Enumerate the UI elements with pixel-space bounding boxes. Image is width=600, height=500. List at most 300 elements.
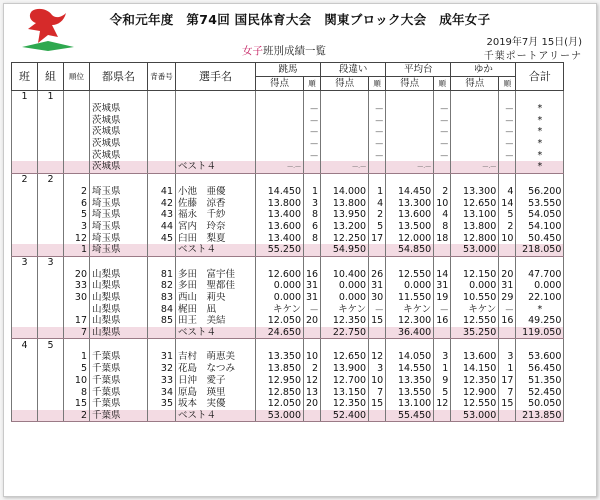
bars-score: 13.900 <box>321 363 369 375</box>
beam-order: 3 <box>434 351 451 363</box>
rank-cell: 6 <box>64 197 90 209</box>
bars-order: — <box>369 114 386 126</box>
vault-order: 3 <box>304 197 321 209</box>
vault-order: 8 <box>304 209 321 221</box>
vault-order: 2 <box>304 363 321 375</box>
floor-score: —.— <box>451 161 499 173</box>
beam-score: キケン <box>386 303 434 315</box>
pref-cell: 千葉県 <box>90 398 148 410</box>
empty-cell <box>369 339 386 351</box>
team-number: 3 <box>12 256 38 268</box>
empty-cell <box>434 256 451 268</box>
empty-cell <box>499 173 516 185</box>
bib-cell: 43 <box>148 209 176 221</box>
col-vault: 跳馬 <box>256 63 321 77</box>
beam-score: 14.550 <box>386 363 434 375</box>
floor-order: 10 <box>499 232 516 244</box>
empty-cell <box>64 339 90 351</box>
empty-cell <box>451 91 499 103</box>
empty-cell <box>451 173 499 185</box>
empty-cell <box>90 339 148 351</box>
floor-score: 0.000 <box>451 280 499 292</box>
col-total: 合計 <box>516 63 564 91</box>
rank-cell: 17 <box>64 315 90 327</box>
athlete-row <box>12 363 564 375</box>
rank-cell: 8 <box>64 386 90 398</box>
total-score: * <box>516 126 564 138</box>
rank-cell: 12 <box>64 232 90 244</box>
pref-cell: 埼玉県 <box>90 197 148 209</box>
vault-order: 20 <box>304 398 321 410</box>
rank-cell: 1 <box>64 244 90 256</box>
name-cell: 宮内 玲奈 <box>176 221 256 233</box>
bars-order: 5 <box>369 221 386 233</box>
floor-score: 10.550 <box>451 292 499 304</box>
athlete-row <box>12 303 564 315</box>
vault-order: 12 <box>304 375 321 387</box>
team-number: 2 <box>12 173 38 185</box>
floor-score: 13.600 <box>451 351 499 363</box>
total-score: * <box>516 149 564 161</box>
bars-score: 0.000 <box>321 280 369 292</box>
rank-cell: 2 <box>64 410 90 422</box>
floor-score: 13.800 <box>451 221 499 233</box>
vault-score: 13.600 <box>256 221 304 233</box>
bars-score: 12.650 <box>321 351 369 363</box>
pref-cell: 山梨県 <box>90 327 148 339</box>
pref-cell: 茨城県 <box>90 138 148 150</box>
floor-score <box>451 149 499 161</box>
bars-score <box>321 138 369 150</box>
bars-score <box>321 114 369 126</box>
bars-score <box>321 149 369 161</box>
empty-cell <box>64 173 90 185</box>
floor-score: 35.250 <box>451 327 499 339</box>
floor-order: — <box>499 103 516 115</box>
floor-order: 14 <box>499 197 516 209</box>
pref-cell: 千葉県 <box>90 410 148 422</box>
bib-cell <box>148 126 176 138</box>
pref-cell: 千葉県 <box>90 363 148 375</box>
beam-score <box>386 126 434 138</box>
floor-order: 4 <box>499 186 516 198</box>
beam-score <box>386 149 434 161</box>
beam-score: 13.300 <box>386 197 434 209</box>
col-group: 組 <box>38 63 64 91</box>
total-score: 51.350 <box>516 375 564 387</box>
name-cell: 日沖 愛子 <box>176 375 256 387</box>
beam-order <box>434 161 451 173</box>
empty-cell <box>369 91 386 103</box>
total-score: 53.600 <box>516 351 564 363</box>
athlete-row <box>12 186 564 198</box>
group-blank <box>38 138 64 150</box>
vault-score: 0.000 <box>256 292 304 304</box>
floor-score <box>451 138 499 150</box>
athlete-row <box>12 232 564 244</box>
floor-order: 16 <box>499 315 516 327</box>
team-blank <box>12 280 38 292</box>
best-four-row <box>12 327 564 339</box>
bars-score: 22.750 <box>321 327 369 339</box>
athlete-row <box>12 114 564 126</box>
vault-score: 12.950 <box>256 375 304 387</box>
floor-score: 12.150 <box>451 268 499 280</box>
empty-cell <box>176 256 256 268</box>
empty-cell <box>256 173 304 185</box>
vault-score: 13.400 <box>256 209 304 221</box>
floor-order: 17 <box>499 375 516 387</box>
floor-score: 12.800 <box>451 232 499 244</box>
total-score: 49.250 <box>516 315 564 327</box>
name-cell: 坂本 実優 <box>176 398 256 410</box>
pref-cell: 山梨県 <box>90 268 148 280</box>
bib-cell: 85 <box>148 315 176 327</box>
vault-order: — <box>304 114 321 126</box>
bars-order: — <box>369 138 386 150</box>
empty-cell <box>499 256 516 268</box>
rank-cell <box>64 126 90 138</box>
total-score: 56.450 <box>516 363 564 375</box>
vault-score <box>256 126 304 138</box>
empty-cell <box>64 91 90 103</box>
bars-order: — <box>369 126 386 138</box>
floor-order: 3 <box>499 351 516 363</box>
total-score: 213.850 <box>516 410 564 422</box>
floor-order: 2 <box>499 221 516 233</box>
bib-cell: 42 <box>148 197 176 209</box>
event-venue: 千葉ポートアリーナ <box>483 51 582 62</box>
group-blank <box>38 186 64 198</box>
beam-order: — <box>434 149 451 161</box>
empty-cell <box>148 91 176 103</box>
total-score: * <box>516 303 564 315</box>
vault-score: 12.850 <box>256 386 304 398</box>
athlete-row <box>12 126 564 138</box>
bars-score: 0.000 <box>321 292 369 304</box>
bars-score: キケン <box>321 303 369 315</box>
pref-cell: 山梨県 <box>90 292 148 304</box>
vault-order: — <box>304 103 321 115</box>
empty-cell <box>451 339 499 351</box>
bars-score: 14.000 <box>321 186 369 198</box>
bars-score: 13.200 <box>321 221 369 233</box>
group-blank <box>38 161 64 173</box>
beam-score: 12.000 <box>386 232 434 244</box>
total-score: 218.050 <box>516 244 564 256</box>
empty-cell <box>516 339 564 351</box>
rank-cell: 5 <box>64 209 90 221</box>
team-number: 1 <box>12 91 38 103</box>
beam-order <box>434 410 451 422</box>
subtitle-highlight: 女子 <box>242 45 263 57</box>
bib-cell <box>148 161 176 173</box>
rank-cell: 15 <box>64 398 90 410</box>
spacer-row <box>12 339 564 351</box>
bars-order: 15 <box>369 315 386 327</box>
vault-score <box>256 103 304 115</box>
floor-score <box>451 114 499 126</box>
col-name: 選手名 <box>176 63 256 91</box>
floor-score <box>451 103 499 115</box>
team-blank <box>12 138 38 150</box>
col-bars-order: 順 <box>369 77 386 91</box>
empty-cell <box>369 256 386 268</box>
name-cell <box>176 138 256 150</box>
beam-order: — <box>434 103 451 115</box>
results-table <box>11 62 564 422</box>
floor-order: 29 <box>499 292 516 304</box>
team-group <box>12 173 564 256</box>
bib-cell: 35 <box>148 398 176 410</box>
bars-order <box>369 244 386 256</box>
group-blank <box>38 126 64 138</box>
empty-cell <box>176 339 256 351</box>
group-blank <box>38 315 64 327</box>
beam-score: 55.450 <box>386 410 434 422</box>
beam-order: 8 <box>434 221 451 233</box>
name-cell <box>176 114 256 126</box>
pref-cell: 埼玉県 <box>90 232 148 244</box>
team-blank <box>12 149 38 161</box>
beam-score: —.— <box>386 161 434 173</box>
team-blank <box>12 126 38 138</box>
athlete-row <box>12 292 564 304</box>
group-blank <box>38 303 64 315</box>
col-beam-score: 得点 <box>386 77 434 91</box>
group-number: 3 <box>38 256 64 268</box>
col-floor-score: 得点 <box>451 77 499 91</box>
best-four-row <box>12 161 564 173</box>
athlete-row <box>12 398 564 410</box>
team-blank <box>12 292 38 304</box>
floor-order: — <box>499 149 516 161</box>
name-cell: 小池 亜優 <box>176 186 256 198</box>
beam-score: 14.450 <box>386 186 434 198</box>
floor-order: — <box>499 138 516 150</box>
bars-score: 13.150 <box>321 386 369 398</box>
col-team: 班 <box>12 63 38 91</box>
vault-order: — <box>304 303 321 315</box>
bars-order: 4 <box>369 197 386 209</box>
empty-cell <box>499 91 516 103</box>
athlete-row <box>12 221 564 233</box>
athlete-row <box>12 138 564 150</box>
page-subtitle <box>242 43 326 58</box>
name-cell: ベスト４ <box>176 327 256 339</box>
beam-score <box>386 114 434 126</box>
group-blank <box>38 327 64 339</box>
rank-cell <box>64 103 90 115</box>
team-blank <box>12 410 38 422</box>
pref-cell: 埼玉県 <box>90 186 148 198</box>
total-score: 22.100 <box>516 292 564 304</box>
bars-order: 2 <box>369 209 386 221</box>
pref-cell: 埼玉県 <box>90 209 148 221</box>
beam-order: 5 <box>434 386 451 398</box>
pref-cell: 茨城県 <box>90 114 148 126</box>
team-blank <box>12 268 38 280</box>
team-blank <box>12 161 38 173</box>
vault-order: — <box>304 126 321 138</box>
floor-order: 31 <box>499 280 516 292</box>
beam-order: — <box>434 303 451 315</box>
group-number: 1 <box>38 91 64 103</box>
total-score: 56.200 <box>516 186 564 198</box>
empty-cell <box>304 173 321 185</box>
floor-score: 53.000 <box>451 410 499 422</box>
team-group <box>12 256 564 339</box>
bib-cell <box>148 149 176 161</box>
bars-order <box>369 410 386 422</box>
floor-order: — <box>499 303 516 315</box>
beam-order: 10 <box>434 197 451 209</box>
bars-order: 10 <box>369 375 386 387</box>
empty-cell <box>386 256 434 268</box>
best-four-row <box>12 410 564 422</box>
vault-score: 12.600 <box>256 268 304 280</box>
bib-cell: 44 <box>148 221 176 233</box>
beam-order <box>434 244 451 256</box>
pref-cell: 千葉県 <box>90 351 148 363</box>
total-score: 53.550 <box>516 197 564 209</box>
spacer-row <box>12 91 564 103</box>
team-blank <box>12 363 38 375</box>
total-score: 47.700 <box>516 268 564 280</box>
beam-order: — <box>434 138 451 150</box>
col-beam-order: 順 <box>434 77 451 91</box>
team-blank <box>12 386 38 398</box>
bib-cell: 32 <box>148 363 176 375</box>
empty-cell <box>369 173 386 185</box>
name-cell: 福永 千紗 <box>176 209 256 221</box>
empty-cell <box>516 256 564 268</box>
team-number: 4 <box>12 339 38 351</box>
bars-score: 13.950 <box>321 209 369 221</box>
total-score: 50.450 <box>516 232 564 244</box>
bib-cell <box>148 114 176 126</box>
empty-cell <box>148 256 176 268</box>
athlete-row <box>12 197 564 209</box>
vault-order <box>304 327 321 339</box>
total-score: * <box>516 103 564 115</box>
bars-score: 12.350 <box>321 315 369 327</box>
team-blank <box>12 375 38 387</box>
group-blank <box>38 209 64 221</box>
team-blank <box>12 315 38 327</box>
spacer-row <box>12 256 564 268</box>
spacer-row <box>12 173 564 185</box>
bars-order: 1 <box>369 186 386 198</box>
beam-score <box>386 138 434 150</box>
name-cell <box>176 126 256 138</box>
beam-score: 13.500 <box>386 221 434 233</box>
vault-score <box>256 114 304 126</box>
floor-order: — <box>499 126 516 138</box>
group-blank <box>38 292 64 304</box>
empty-cell <box>434 339 451 351</box>
group-blank <box>38 386 64 398</box>
empty-cell <box>451 256 499 268</box>
vault-order: — <box>304 149 321 161</box>
group-blank <box>38 398 64 410</box>
team-blank <box>12 398 38 410</box>
empty-cell <box>90 91 148 103</box>
beam-order: 4 <box>434 209 451 221</box>
col-bars: 段違い <box>321 63 386 77</box>
vault-order: — <box>304 138 321 150</box>
name-cell <box>176 149 256 161</box>
floor-score: 12.650 <box>451 197 499 209</box>
empty-cell <box>321 91 369 103</box>
total-score: * <box>516 114 564 126</box>
name-cell: ベスト４ <box>176 410 256 422</box>
col-beam: 平均台 <box>386 63 451 77</box>
team-blank <box>12 197 38 209</box>
team-blank <box>12 244 38 256</box>
beam-score: 13.550 <box>386 386 434 398</box>
beam-score: 13.100 <box>386 398 434 410</box>
name-cell: 西山 莉央 <box>176 292 256 304</box>
col-vault-score: 得点 <box>256 77 304 91</box>
total-score: * <box>516 138 564 150</box>
bars-order: 15 <box>369 398 386 410</box>
bars-order: 3 <box>369 363 386 375</box>
empty-cell <box>321 256 369 268</box>
floor-order <box>499 244 516 256</box>
empty-cell <box>434 173 451 185</box>
beam-score: 13.600 <box>386 209 434 221</box>
vault-score: 13.800 <box>256 197 304 209</box>
floor-score: 13.100 <box>451 209 499 221</box>
pref-cell: 山梨県 <box>90 315 148 327</box>
empty-cell <box>304 339 321 351</box>
athlete-row <box>12 351 564 363</box>
vault-order: 16 <box>304 268 321 280</box>
col-rank: 順位 <box>64 63 90 91</box>
name-cell: ベスト４ <box>176 244 256 256</box>
beam-order: 12 <box>434 398 451 410</box>
bars-score <box>321 103 369 115</box>
bars-order: 26 <box>369 268 386 280</box>
beam-score: 12.550 <box>386 268 434 280</box>
results-sheet <box>3 3 597 497</box>
vault-order: 13 <box>304 386 321 398</box>
bars-order <box>369 161 386 173</box>
floor-order <box>499 327 516 339</box>
group-blank <box>38 375 64 387</box>
empty-cell <box>321 173 369 185</box>
beam-order: 31 <box>434 280 451 292</box>
vault-order: 6 <box>304 221 321 233</box>
floor-order <box>499 410 516 422</box>
subtitle-rest: 班別成績一覧 <box>263 45 326 57</box>
total-score: 50.050 <box>516 398 564 410</box>
rank-cell: 1 <box>64 351 90 363</box>
empty-cell <box>176 91 256 103</box>
name-cell: 原島 瑛里 <box>176 386 256 398</box>
floor-order: 7 <box>499 386 516 398</box>
group-number: 2 <box>38 173 64 185</box>
name-cell: ベスト４ <box>176 161 256 173</box>
vault-score: 13.400 <box>256 232 304 244</box>
beam-order: 18 <box>434 232 451 244</box>
name-cell: 花島 なつみ <box>176 363 256 375</box>
group-blank <box>38 197 64 209</box>
group-blank <box>38 410 64 422</box>
beam-order: 16 <box>434 315 451 327</box>
athlete-row <box>12 149 564 161</box>
